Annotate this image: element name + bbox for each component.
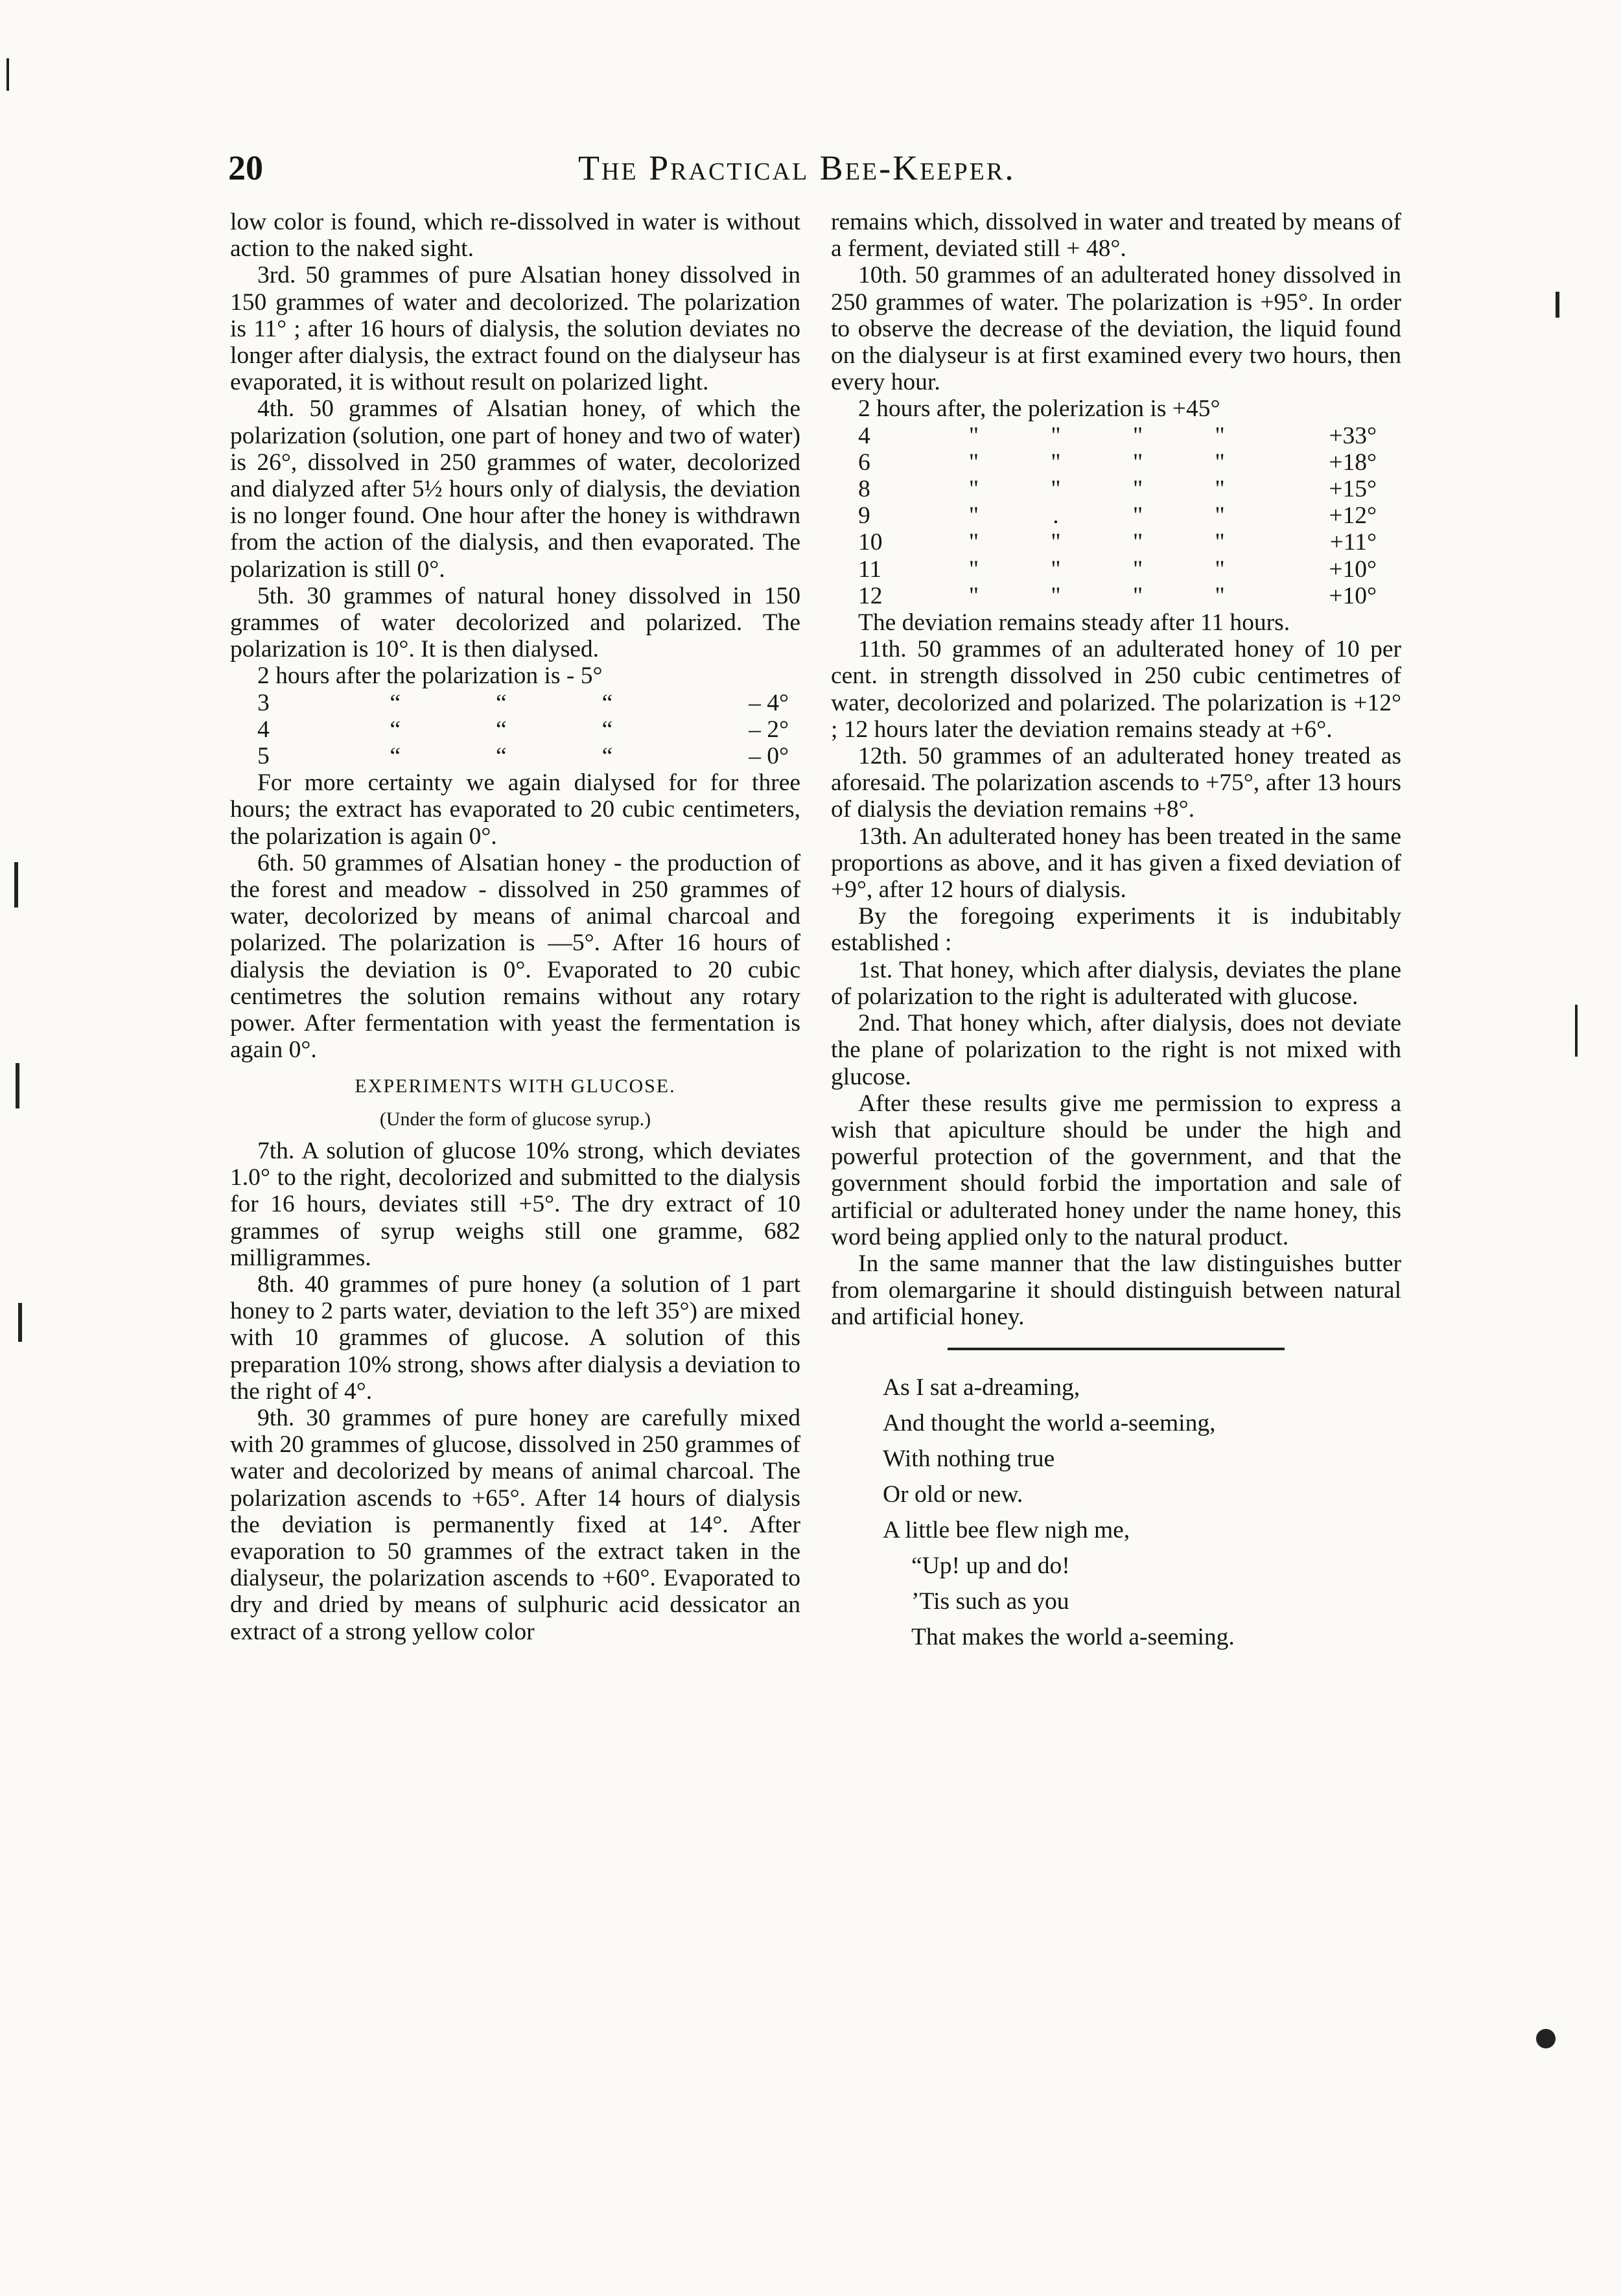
poem <box>883 1370 1401 1655</box>
paragraph: 4th. 50 grammes of Alsatian honey, of which the polarization (solution, one part of honey and two of water) is 26°, dissolved in 250 grammes of water, decolorized and dialyzed after 5½ hours only of dialysis, the deviation is no longer found. One hour after the honey is withdrawn from the action of the dialysis, and then evaporated. The polarization is still 0°. <box>230 395 800 583</box>
polarization-table-10th <box>858 395 1403 609</box>
table-row: 4 “ “ “ – 2° <box>257 716 789 743</box>
left-column <box>230 209 800 1645</box>
poem-line: That makes the world a-seeming. <box>911 1623 1235 1650</box>
section-subheading: (Under the form of glucose syrup.) <box>379 1108 651 1130</box>
paragraph: In the same manner that the law distinguishes butter from olemargarine it should distinguish between natural and artificial honey. <box>831 1250 1401 1331</box>
poem-line: Or old or new. <box>883 1481 1023 1508</box>
running-title: The Practical Bee-Keeper. <box>578 148 1016 187</box>
table-row: 12 " " " " +10° <box>858 582 1377 609</box>
table-row: 6 " " " " +18° <box>858 449 1377 476</box>
paragraph: 6th. 50 grammes of Alsatian honey - the production of the forest and meadow - dissolved in 250 grammes of water, decolorized by means of animal charcoal and polarized. The polarization is —5°. After 16 hours of dialysis the deviation is 0°. Evaporated to 20 cubic centimetres the solution remains without any rotary power. After fermentation with yeast the fermentation is again 0°. <box>230 849 800 1064</box>
table-row: 4 " " " " +33° <box>858 422 1377 449</box>
scan-mark <box>14 862 18 908</box>
scan-mark <box>16 1063 19 1108</box>
table-row: 11 " " " " +10° <box>858 556 1377 583</box>
table-row: 10 " " " " +11° <box>858 529 1377 556</box>
paragraph: By the foregoing experiments it is indubitably established : <box>831 903 1401 957</box>
paragraph: 13th. An adulterated honey has been treated in the same proportions as above, and it has given a fixed deviation of +9°, after 12 hours of dialysis. <box>831 823 1401 904</box>
table-row: 5 “ “ “ – 0° <box>257 743 789 770</box>
poem-line: And thought the world a-seeming, <box>883 1409 1216 1436</box>
scan-mark <box>1556 292 1559 318</box>
section-divider <box>948 1348 1285 1350</box>
paragraph: 8th. 40 grammes of pure honey (a solution of 1 part honey to 2 parts water, deviation to the left 35°) are mixed with 10 grammes of glucose. A solution of this preparation 10% strong, shows after dialysis a deviation to the right of 4°. <box>230 1271 801 1405</box>
paragraph: 9th. 30 grammes of pure honey are carefully mixed with 20 grammes of glucose, dissolved in 250 grammes of water and decolorized by means of animal charcoal. The polarization ascends to +65°. After 14 hours of dialysis the deviation is permanently fixed at 14°. After evaporation to 50 grammes of the extract taken in the dialyseur, the polarization ascends to +60°. Evaporated to dry and dried by means of sulphuric acid dessicator an extract of a strong yellow color <box>230 1404 800 1645</box>
paragraph: For more certainty we again dialysed for for three hours; the extract has evaporated to 20 cubic centimeters, the polarization is again 0°. <box>230 769 800 850</box>
table-row: 9 " . " " +12° <box>858 502 1377 530</box>
table-row: 3 “ “ “ – 4° <box>257 689 789 716</box>
poem-line: ’Tis such as you <box>911 1587 1069 1615</box>
table-row: 8 " " " " +15° <box>858 476 1377 503</box>
page-number: 20 <box>228 148 263 187</box>
scan-mark <box>1536 2029 1556 2048</box>
paragraph: 1st. That honey, which after dialysis, deviates the plane of polarization to the right is adulterated with glucose. <box>831 956 1401 1010</box>
paragraph: 12th. 50 grammes of an adulterated honey treated as aforesaid. The polarization ascends to +75°, after 13 hours of dialysis the deviation remains +8°. <box>831 743 1401 823</box>
paragraph: 3rd. 50 grammes of pure Alsatian honey dissolved in 150 grammes of water and decolorized. The polarization is 11° ; after 16 hours of dialysis, the solution deviates no longer after dialysis, the extract found on the dialyseur has evaporated, it is without result on polarized light. <box>230 262 800 396</box>
poem-line: A little bee flew nigh me, <box>883 1516 1130 1543</box>
polarization-table-5th <box>257 662 802 769</box>
paragraph: 2nd. That honey which, after dialysis, does not deviate the plane of polarization to the right is not mixed with glucose. <box>831 1010 1401 1090</box>
table-first-line: 2 hours after, the polerization is +45° <box>858 395 1220 423</box>
paragraph: low color is found, which re-dissolved in water is without action to the naked sight. <box>230 209 800 263</box>
paragraph: The deviation remains steady after 11 hours. <box>858 609 1290 637</box>
paragraph: After these results give me permission to express a wish that apiculture should be under the high and powerful protection of the government, and that the government should forbid the importation and sale of artificial or adulterated honey under the name honey, this word being applied only to the natural product. <box>831 1090 1401 1250</box>
table-first-line: 2 hours after the polarization is - 5° <box>257 662 603 690</box>
paragraph: 7th. A solution of glucose 10% strong, which deviates 1.0° to the right, decolorized and submitted to the dialysis for 16 hours, deviates still +5°. The dry extract of 10 grammes of syrup weighs still one gramme, 682 milligrammes. <box>230 1137 800 1271</box>
right-column <box>831 209 1401 1655</box>
paragraph: 11th. 50 grammes of an adulterated honey of 10 per cent. in strength dissolved in 250 cubic centimetres of water, decolorized and polarized. The polarization is +12° ; 12 hours later the deviation remains steady at +6°. <box>831 636 1401 743</box>
poem-line: “Up! up and do! <box>911 1552 1070 1579</box>
poem-line: With nothing true <box>883 1445 1055 1472</box>
scan-mark <box>1575 1005 1578 1057</box>
paragraph: 5th. 30 grammes of natural honey dissolved in 150 grammes of water decolorized and polarized. The polarization is 10°. It is then dialysed. <box>230 582 800 663</box>
running-head <box>228 148 1395 193</box>
scan-mark <box>6 58 9 91</box>
scan-mark <box>18 1303 22 1342</box>
section-heading: EXPERIMENTS WITH GLUCOSE. <box>355 1075 676 1097</box>
paragraph: 10th. 50 grammes of an adulterated honey dissolved in 250 grammes of water. The polarization is +95°. In order to observe the decrease of the deviation, the liquid found on the dialyseur is at first examined every two hours, then every hour. <box>831 262 1401 396</box>
paragraph: remains which, dissolved in water and treated by means of a ferment, deviated still + 48°. <box>831 209 1401 263</box>
poem-line: As I sat a-dreaming, <box>883 1374 1080 1401</box>
